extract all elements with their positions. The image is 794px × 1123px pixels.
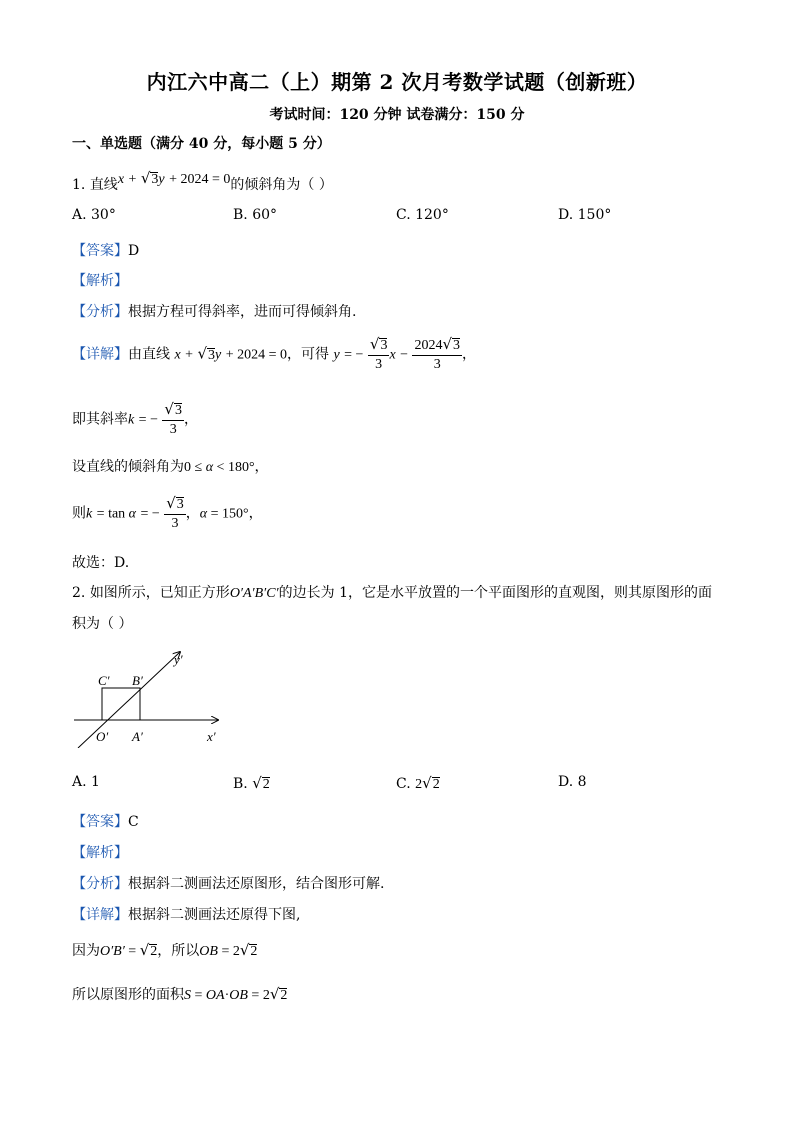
- q2-answer-line: [72, 811, 139, 831]
- label-a: A′: [132, 729, 143, 744]
- step-text: 由直线: [128, 346, 170, 363]
- option-a[interactable]: A. 30°: [72, 207, 116, 223]
- fenxi-line: [72, 301, 356, 321]
- answer-tag: 【答案】: [72, 243, 128, 259]
- q2-option-b[interactable]: B. √2: [233, 774, 270, 792]
- q2-xiangjie-line: [72, 904, 300, 924]
- xiangjie-text: 根据斜二测画法还原得下图,: [128, 907, 301, 923]
- fenxi-tag: 【分析】: [72, 304, 128, 320]
- step-text: 所以原图形的面积: [72, 987, 184, 1003]
- xiangjie-tag: 【详解】: [72, 907, 128, 923]
- y-axis: [78, 652, 180, 748]
- option-label: B.: [233, 776, 248, 792]
- step-text: 因为: [72, 943, 100, 959]
- fenxi-text: 根据斜二测画法还原图形，结合图形可解.: [128, 876, 385, 892]
- q2-option-a[interactable]: A. 1: [72, 774, 100, 790]
- stem-prefix: 直线: [89, 177, 118, 193]
- label-b: B′: [132, 673, 143, 688]
- stem-text: 的边长为 1，它是水平放置的一个平面图形的直观图，则其原图形的面: [278, 585, 712, 601]
- option-b[interactable]: B. 60°: [233, 207, 278, 223]
- q2-step-2: 所以原图形的面积S = OA·OB = 2√2: [72, 985, 288, 1003]
- answer-line: [72, 240, 139, 260]
- detail-step-2: 即其斜率k = − $\frac{√3}{3}$ ，: [72, 400, 198, 437]
- answer-value: C: [128, 814, 139, 830]
- step-text: ，所以: [157, 943, 200, 959]
- step-text: 设直线的倾斜角为: [72, 459, 184, 475]
- xiangjie-tag: 【详解】: [72, 346, 128, 363]
- detail-step-3: 设直线的倾斜角为0 ≤ α < 180°，: [72, 459, 269, 475]
- analysis-tag: 【解析】: [72, 273, 128, 289]
- question-number: 2.: [72, 585, 86, 601]
- q2-option-d[interactable]: D. 8: [558, 774, 587, 790]
- detail-step-4: 则k = tan α = − $\frac{√3}{3}$ ，α = 150°，: [72, 494, 263, 531]
- answer-tag: 【答案】: [72, 814, 128, 830]
- label-c: C′: [98, 673, 110, 688]
- step-text: 则: [72, 505, 86, 522]
- question-2-stem-line2: 积为（ ）: [72, 616, 133, 632]
- page-title: 内江六中高二（上）期第 2 次月考数学试题（创新班）: [146, 70, 648, 94]
- q2-option-c[interactable]: C. 2√2: [396, 774, 440, 792]
- question-2-stem-line1: 2. 如图所示，已知正方形O′A′B′C′的边长为 1，它是水平放置的一个平面图形的直观图，则其原图形的面: [72, 585, 712, 601]
- stem-suffix: 的倾斜角为（ ）: [230, 177, 333, 193]
- square: [102, 688, 140, 720]
- label-x: x′: [207, 729, 216, 744]
- q2-analysis-tag: 【解析】: [72, 845, 128, 861]
- stem-text: 如图所示，已知正方形: [89, 585, 230, 601]
- detail-step-1: 【详解】由直线 x + √3y + 2024 = 0，可得 y = − $\frac{√3}{3}$ x − $\frac{2024√3}{3}$ ，: [72, 335, 477, 372]
- q2-step-1: 因为O′B′ = √2，所以OB = 2√2: [72, 941, 258, 959]
- q2-fenxi-line: [72, 873, 384, 893]
- answer-value: D: [128, 243, 140, 259]
- label-o: O′: [96, 729, 109, 744]
- fenxi-tag: 【分析】: [72, 876, 128, 892]
- conclusion: 故选：D.: [72, 555, 130, 571]
- line-equation: x + √3y + 2024 = 0: [117, 169, 231, 187]
- option-d[interactable]: D. 150°: [558, 207, 612, 223]
- oblique-square-figure: [70, 648, 230, 748]
- exam-info: 考试时间：120 分钟 试卷满分：150 分: [269, 107, 525, 123]
- option-label: C.: [396, 776, 411, 792]
- step-text: 即其斜率: [72, 411, 128, 428]
- question-1-stem: [72, 169, 333, 194]
- fenxi-text: 根据方程可得斜率，进而可得倾斜角.: [128, 304, 357, 320]
- section-heading: 一、单选题（满分 40 分，每小题 5 分）: [72, 136, 331, 152]
- question-number: 1.: [72, 177, 86, 193]
- label-y: y′: [174, 652, 183, 667]
- option-c[interactable]: C. 120°: [396, 207, 449, 223]
- step-text: ，可得: [287, 346, 330, 363]
